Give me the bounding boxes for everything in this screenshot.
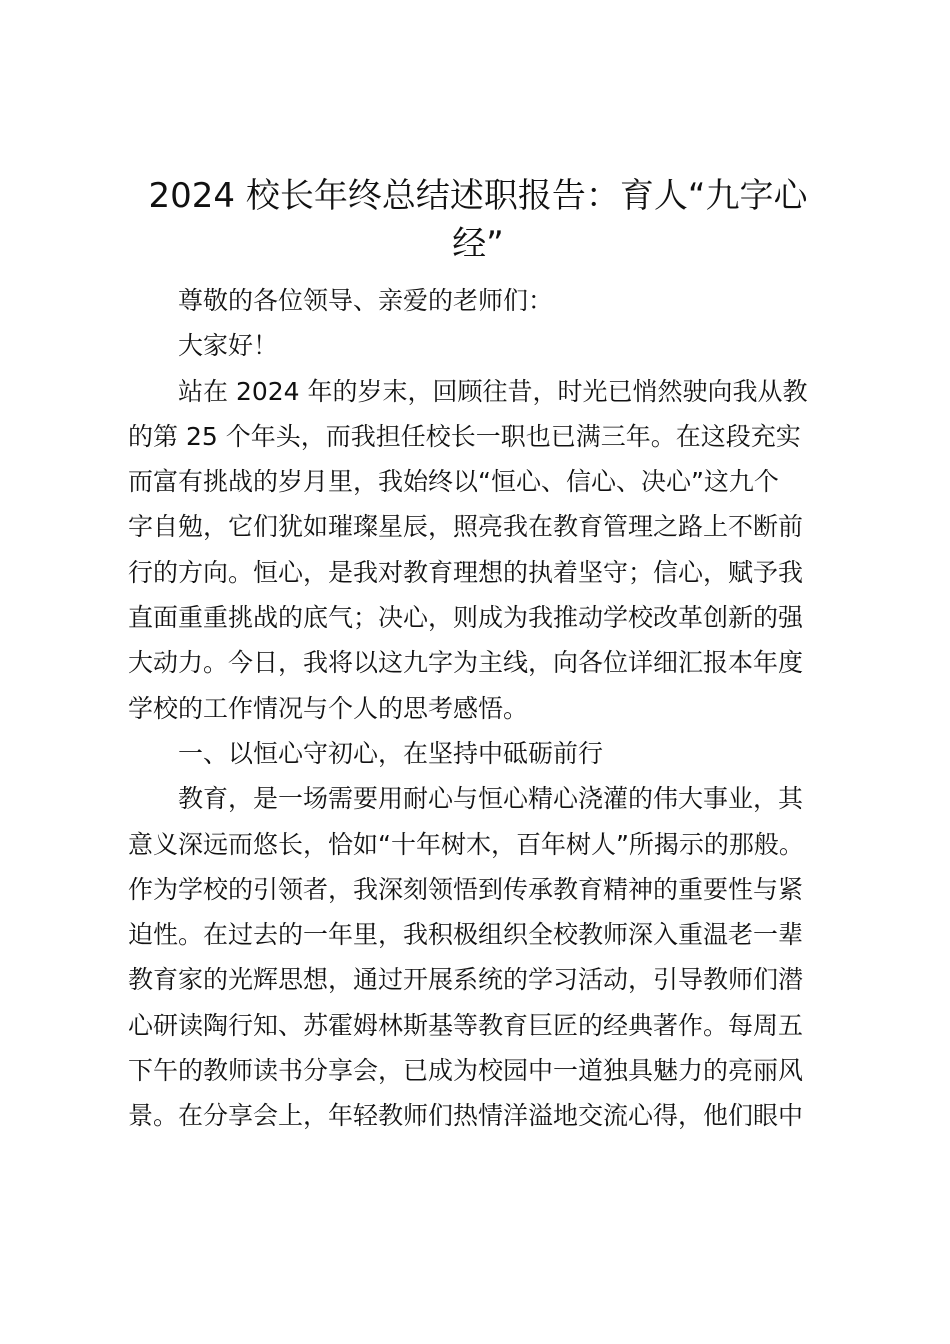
paragraph-line: 心研读陶行知、苏霍姆林斯基等教育巨匠的经典著作。每周五 [128,1010,804,1040]
paragraph-line: 而富有挑战的岁月里，我始终以“恒心、信心、决心”这九个 [128,467,779,497]
paragraph-line: 学校的工作情况与个人的思考感悟。 [128,693,529,723]
paragraph-line: 教育，是一场需要用耐心与恒心精心浇灌的伟大事业，其 [178,784,804,814]
paragraph-line: 作为学校的引领者，我深刻领悟到传承教育精神的重要性与紧 [128,874,804,904]
document-body [128,278,834,1139]
paragraph-line: 教育家的光辉思想，通过开展系统的学习活动，引导教师们潜 [128,965,804,995]
paragraph-line: 大动力。今日，我将以这九字为主线，向各位详细汇报本年度 [128,648,804,678]
paragraph-line: 站在 2024 年的岁末，回顾往昔，时光已悄然驶向我从教 [178,376,808,406]
document-title: 2024 校长年终总结述职报告：育人“九字心经” [148,176,808,264]
paragraph-line: 的第 25 个年头，而我担任校长一职也已满三年。在这段充实 [128,421,801,451]
paragraph-2 [128,776,834,1138]
hello-line: 大家好！ [178,331,279,361]
section-heading: 一、以恒心守初心，在坚持中砥砺前行 [178,738,604,768]
paragraph-line: 迫性。在过去的一年里，我积极组织全校教师深入重温老一辈 [128,920,804,950]
greeting-line: 尊敬的各位领导、亲爱的老师们： [178,286,554,315]
paragraph-line: 下午的教师读书分享会，已成为校园中一道独具魅力的亮丽风 [128,1056,804,1086]
paragraph-line: 字自勉，它们犹如璀璨星辰，照亮我在教育管理之路上不断前 [128,512,804,542]
paragraph-line: 行的方向。恒心，是我对教育理想的执着坚守；信心，赋予我 [128,557,804,587]
paragraph-line: 意义深远而悠长，恰如“十年树木，百年树人”所揭示的那般。 [128,829,804,859]
paragraph-line: 景。在分享会上，年轻教师们热情洋溢地交流心得，他们眼中 [128,1101,804,1131]
paragraph-1 [128,369,834,731]
paragraph-line: 直面重重挑战的底气；决心，则成为我推动学校改革创新的强 [128,603,804,633]
